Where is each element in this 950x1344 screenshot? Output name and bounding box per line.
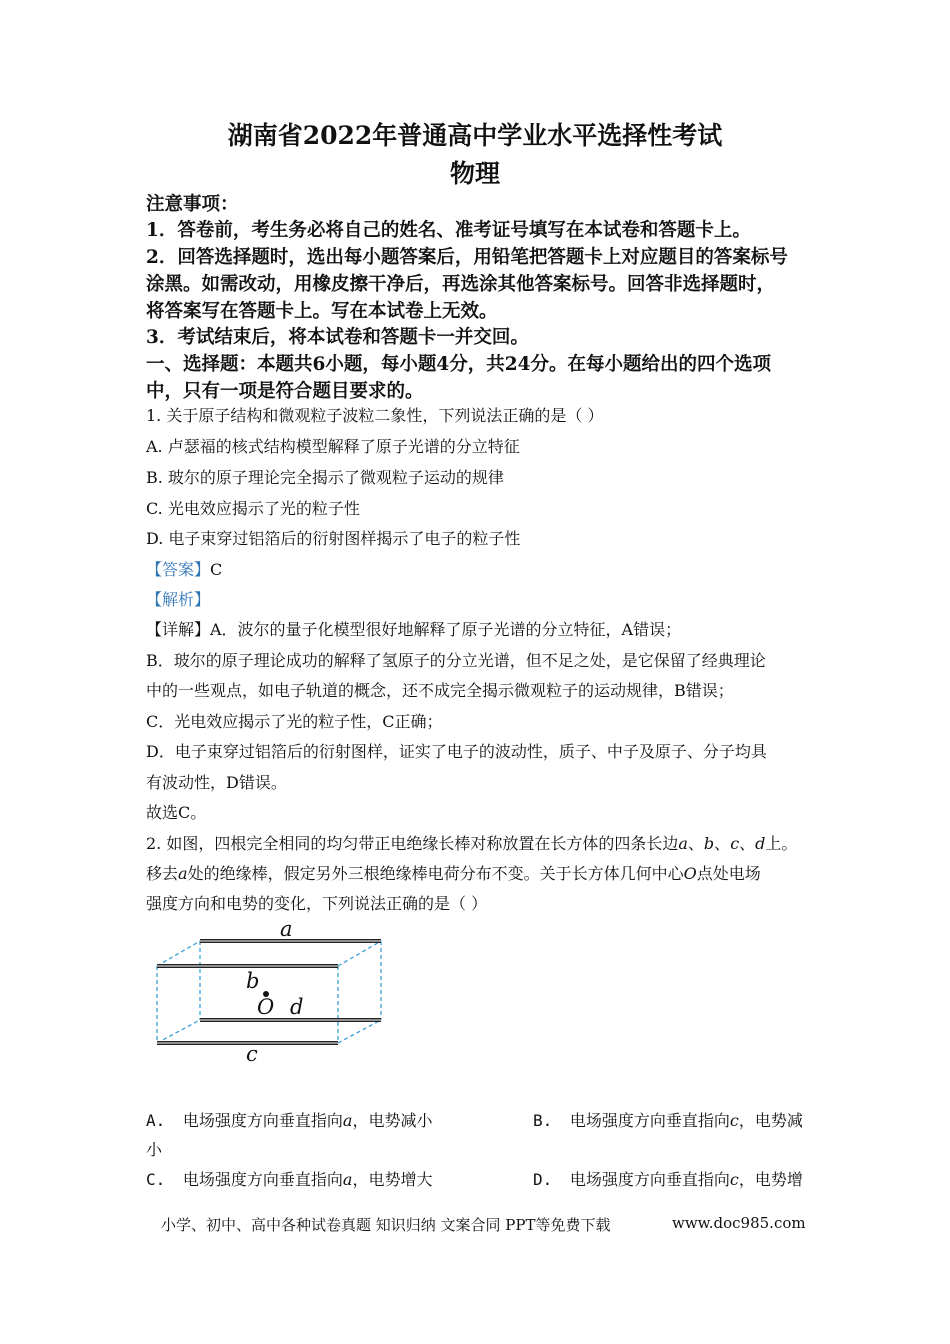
separator: 、 — [687, 834, 704, 853]
option-letter: D. — [533, 1170, 553, 1189]
q2-stem-text: 移去 — [146, 864, 179, 883]
answer-value: C — [210, 560, 223, 579]
section-heading-line-1: 一、选择题：本题共6小题，每小题4分，共24分。在每小题给出的四个选项 — [146, 354, 771, 375]
q1-option-a: A. 卢瑟福的核式结构模型解释了原子光谱的分立特征 — [146, 437, 520, 456]
notice-item-2-line-3: 将答案写在答题卡上。写在本试卷上无效。 — [146, 301, 498, 322]
var-c: c — [729, 1170, 739, 1189]
notice-item-1: 1．答卷前，考生务必将自己的姓名、准考证号填写在本试卷和答题卡上。 — [146, 220, 751, 241]
edge-left-bottom — [157, 1020, 200, 1043]
q1-detail-3: 中的一些观点，如电子轨道的概念，还不成完全揭示微观粒子的运动规律，B错误； — [146, 681, 734, 700]
q2-stem-text: 处的绝缘棒，假定另外三根绝缘棒电荷分布不变。关于长方体几何中心 — [187, 864, 684, 883]
cuboid-edges — [157, 941, 381, 1043]
q2-stem-text: 点处电场 — [696, 864, 761, 883]
q2-stem-text: 2. 如图，四根完全相同的均匀带正电绝缘长棒对称放置在长方体的四条长边 — [146, 834, 679, 853]
q1-detail-6: 有波动性，D错误。 — [146, 773, 287, 792]
footer-text: 小学、初中、高中各种试卷真题 知识归纳 文案合同 PPT等免费下载 — [161, 1216, 611, 1234]
q1-detail-4: C．光电效应揭示了光的粒子性，C正确； — [146, 712, 443, 731]
edge-left-top — [157, 941, 200, 966]
option-tail: ，电势减小 — [352, 1111, 433, 1130]
q1-option-b: B. 玻尔的原子理论完全揭示了微观粒子运动的规律 — [146, 468, 504, 487]
q1-answer — [146, 557, 222, 580]
var-a: a — [178, 864, 188, 883]
var-c: c — [730, 834, 740, 853]
exam-title: 湖南省2022年普通高中学业水平选择性考试 — [227, 121, 723, 150]
q2-stem-line-1 — [146, 831, 797, 854]
option-letter: B. — [533, 1111, 553, 1130]
option-tail: ，电势增 — [738, 1170, 803, 1189]
notice-heading: 注意事项： — [146, 194, 239, 215]
q2-option-c — [146, 1167, 432, 1190]
q1-detail-2: B．玻尔的原子理论成功的解释了氢原子的分立光谱，但不足之处，是它保留了经典理论 — [146, 651, 766, 670]
edge-right-bottom — [338, 1020, 381, 1043]
q1-option-c: C. 光电效应揭示了光的粒子性 — [146, 499, 360, 518]
label-o: O — [257, 995, 275, 1019]
var-a: a — [342, 1111, 353, 1130]
q2-stem-line-2 — [146, 861, 761, 884]
notice-item-3: 3．考试结束后，将本试卷和答题卡一并交回。 — [146, 327, 529, 348]
q2-stem-end: 上。 — [765, 834, 798, 853]
option-letter: A. — [146, 1111, 166, 1130]
q1-detail-1: 【详解】A．波尔的量子化模型很好地解释了原子光谱的分立特征，A错误； — [146, 620, 682, 639]
cuboid-figure — [150, 920, 395, 1070]
analysis-tag: 【解析】 — [146, 590, 211, 609]
option-text: 电场强度方向垂直指向 — [182, 1170, 343, 1189]
answer-tag: 【答案】 — [146, 560, 211, 579]
label-a: a — [280, 920, 293, 941]
subject-title: 物理 — [449, 159, 500, 188]
q1-option-d: D. 电子束穿过铝箔后的衍射图样揭示了电子的粒子性 — [146, 529, 521, 548]
option-text: 电场强度方向垂直指向 — [569, 1111, 730, 1130]
label-d: d — [290, 995, 304, 1019]
q2-option-b — [533, 1108, 803, 1131]
var-a: a — [342, 1170, 353, 1189]
q1-conclusion: 故选C。 — [146, 803, 207, 822]
q2-option-b-wrap: 小 — [146, 1140, 163, 1159]
var-o: O — [683, 864, 697, 883]
footer-url[interactable]: www.doc985.com — [672, 1214, 806, 1232]
label-c: c — [246, 1042, 258, 1066]
var-a: a — [678, 834, 688, 853]
q2-stem-line-3: 强度方向和电势的变化，下列说法正确的是（ ） — [146, 894, 488, 913]
q2-option-d — [533, 1167, 803, 1190]
notice-item-2-line-2: 涂黑。如需改动，用橡皮擦干净后，再选涂其他答案标号。回答非选择题时， — [146, 274, 776, 295]
separator: 、 — [739, 834, 756, 853]
notice-item-2-line-1: 2．回答选择题时，选出每小题答案后，用铅笔把答题卡上对应题目的答案标号 — [146, 247, 788, 268]
q1-detail-5: D．电子束穿过铝箔后的衍射图样，证实了电子的波动性，质子、中子及原子、分子均具 — [146, 742, 767, 761]
var-b: b — [703, 834, 715, 853]
section-heading-line-2: 中，只有一项是符合题目要求的。 — [146, 381, 424, 402]
q1-stem: 1. 关于原子结构和微观粒子波粒二象性，下列说法正确的是（ ） — [146, 406, 604, 425]
q2-option-a — [146, 1108, 432, 1131]
edge-right-top — [338, 941, 381, 966]
option-tail: ，电势增大 — [352, 1170, 433, 1189]
separator: 、 — [714, 834, 731, 853]
rod-highlights — [157, 941, 381, 1043]
option-text: 电场强度方向垂直指向 — [569, 1170, 730, 1189]
var-c: c — [729, 1111, 739, 1130]
option-letter: C. — [146, 1170, 166, 1189]
var-d: d — [755, 834, 766, 853]
option-text: 电场强度方向垂直指向 — [182, 1111, 343, 1130]
rods — [157, 941, 381, 1043]
label-b: b — [246, 969, 260, 993]
option-tail: ，电势减 — [738, 1111, 803, 1130]
